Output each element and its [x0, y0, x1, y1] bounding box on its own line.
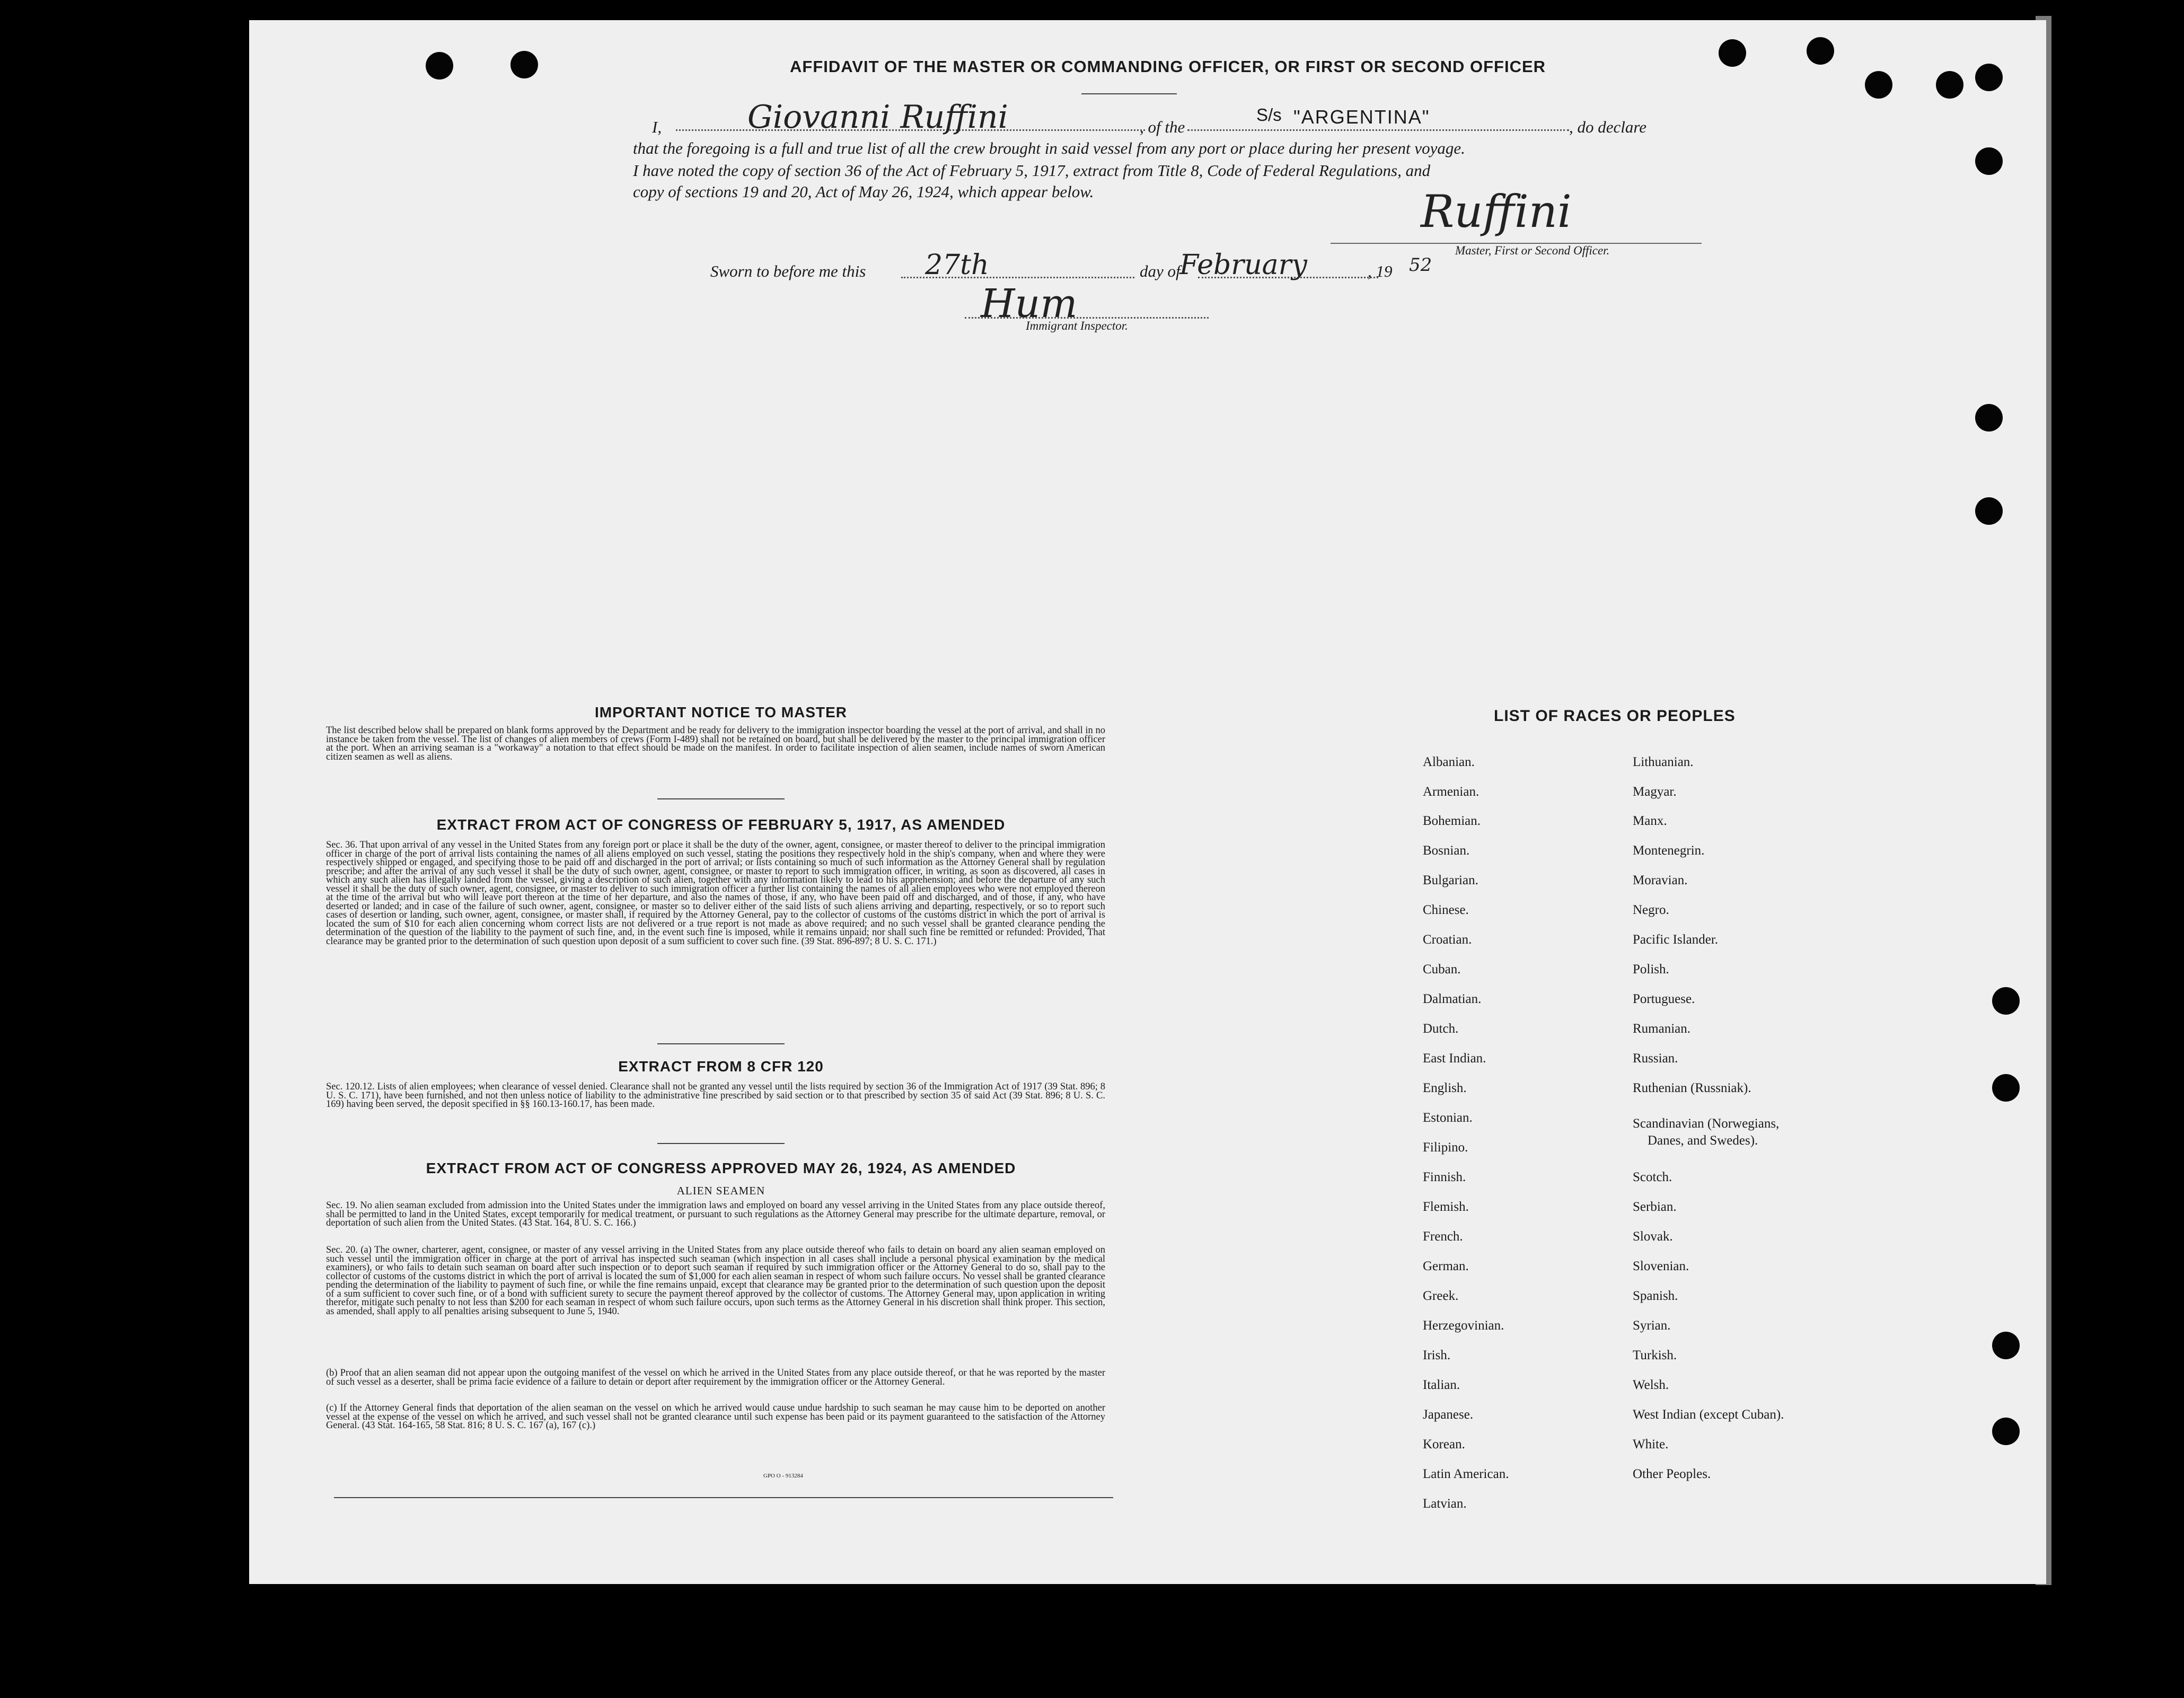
race-item: Pacific Islander. [1633, 932, 1719, 947]
affidavit-line-2: that the foregoing is a full and true list of all the crew brought in said vessel from any port or place during her present voyage. [633, 139, 1465, 157]
inspector-signature: Hum [981, 281, 1078, 327]
race-item: Welsh. [1633, 1378, 1669, 1392]
race-item: Bulgarian. [1423, 873, 1478, 887]
race-item: Croatian. [1423, 932, 1472, 947]
race-item: Japanese. [1423, 1407, 1474, 1422]
affidavit-title: AFFIDAVIT OF THE MASTER OR COMMANDING OFFICER, OR FIRST OR SECOND OFFICER [790, 57, 1546, 76]
race-item: Finnish. [1423, 1170, 1466, 1184]
sec-20b-text: (b) Proof that an alien seaman did not appear upon the outgoing manifest of the vessel on which he arrived in the United States from any place outside thereof, or that he was reported by the master of such vessel as a deserter, shall be prima facie evidence of a failure to detain or deport after requirement by the immigration officer or the Attorney General. [326, 1368, 1105, 1387]
vessel-prefix: S/s [1256, 105, 1282, 125]
notice-title: IMPORTANT NOTICE TO MASTER [594, 704, 848, 720]
bottom-rule [334, 1497, 1113, 1498]
punch-hole [1975, 147, 2003, 175]
section-rule [657, 1043, 785, 1044]
race-item: Negro. [1633, 903, 1669, 917]
punch-hole [510, 51, 538, 78]
punch-hole [1719, 39, 1746, 67]
punch-hole [1975, 64, 2003, 91]
document-page [249, 20, 2046, 1584]
punch-hole [1992, 1418, 2020, 1445]
punch-hole [1807, 37, 1834, 65]
race-item: Other Peoples. [1633, 1467, 1711, 1481]
sec-20a-text: Sec. 20. (a) The owner, charterer, agent, consignee, or master of any vessel arriving in the United States from any place outside thereof who fails to detain on board any alien seaman employed on such vessel until the immigration officer in charge at the port of arrival has inspected such seaman (which inspection in all cases shall include a personal physical examination by the medical examiners), or who fails to detain such seaman on board after such inspection or to deport such seaman if required by such immigration officer or the Attorney General to do so, shall pay to the collector of customs of the customs district in which the port of arrival is located the sum of $1,000 for each alien seaman in respect of whom such failure occurs. No vessel shall be granted clearance pending the determination of the liability to payment of such fine, or while the fine remains unpaid, except that clearance may be granted prior to the determination of such question upon the deposit of a sum sufficient to cover such fine, or of a bond with sufficient surety to secure the payment thereof approved by the collector of customs. The Attorney General may, upon application in writing therefor, mitigate such penalty to not less than $200 for each seaman in respect of whom such failure occurs, upon such terms as the Attorney General in his discretion shall think proper. This section, as amended, shall apply to all penalties arising subsequent to June 5, 1940. [326, 1245, 1105, 1317]
race-item: Russian. [1633, 1051, 1678, 1066]
day-of: day of [1140, 262, 1181, 280]
race-item: Bohemian. [1423, 814, 1481, 828]
race-item: Flemish. [1423, 1200, 1469, 1214]
race-item: Serbian. [1633, 1200, 1677, 1214]
signature-caption: Master, First or Second Officer. [1455, 244, 1610, 257]
affidavit-of-the: , of the [1140, 118, 1185, 136]
sworn-day-handwritten: 27th [925, 249, 989, 281]
master-signature: Ruffini [1421, 186, 1572, 237]
race-item: Estonian. [1423, 1111, 1473, 1125]
race-item: Ruthenian (Russniak). [1633, 1081, 1751, 1095]
section-rule [657, 1143, 785, 1144]
race-item: Spanish. [1633, 1289, 1678, 1303]
punch-hole [1975, 497, 2003, 525]
race-item: White. [1633, 1437, 1669, 1451]
vessel-field-line [1187, 129, 1569, 131]
punch-hole [1936, 71, 1963, 99]
extract-cfr-text: Sec. 120.12. Lists of alien employees; when clearance of vessel denied. Clearance shall not be granted any vessel until the lists required by section 36 of the Immigration Act of 1917 (39 Stat. 896; 8 U. S. C. 171), have been furnished, and not then unless notice of liability to the administrative fine prescribed by said section or to that prescribed by section 35 of said Act (39 Stat. 896; 8 U. S. C. 169) having been served, the deposit specified in §§ 160.13-160.17, has been made. [326, 1081, 1105, 1110]
race-item: Armenian. [1423, 785, 1480, 799]
race-item: Manx. [1633, 814, 1667, 828]
punch-hole [426, 52, 453, 80]
vessel-name: "ARGENTINA" [1293, 106, 1430, 128]
punch-hole [1992, 1074, 2020, 1102]
title-rule [1081, 93, 1177, 94]
race-item: Magyar. [1633, 785, 1677, 799]
race-item: Greek. [1423, 1289, 1459, 1303]
race-item: Irish. [1423, 1348, 1451, 1362]
race-item: Lithuanian. [1633, 755, 1694, 769]
race-item: Scandinavian (Norwegians, [1633, 1116, 1780, 1131]
race-item: Portuguese. [1633, 992, 1695, 1006]
inspector-caption: Immigrant Inspector. [1026, 319, 1128, 332]
race-item: Danes, and Swedes). [1648, 1133, 1758, 1148]
punch-hole [1865, 71, 1892, 99]
race-item: Latin American. [1423, 1467, 1509, 1481]
extract-1917-text: Sec. 36. That upon arrival of any vessel in the United States from any foreign port or place it shall be the duty of the owner, agent, consignee, or master thereof to deliver to the principal immigration officer in charge of the port of arrival lists containing the names of all aliens employed on such vessel, stating the positions they respectively hold in the ship's company, when and where they were respectively shipped or engaged, and specifying those to be paid off and discharged in the port of arrival; or lists containing so much of such information as the Attorney General shall by regulation prescribe; and after the arrival of any such vessel it shall be the duty of such owner, agent, consignee, or master to report to such immigration officer, in writing, as soon as discovered, all cases in which any such alien has illegally landed from the vessel, giving a description of such alien, together with any information likely to lead to his apprehension; and before the departure of any such vessel it shall be the duty of such owner, agent, consignee, or master to deliver to such immigration officer a further list containing the names of all alien employees who were not employed thereon at the time of the arrival but who will leave port thereon at the time of her departure, and also the names of those, if any, who have been paid off and discharged, and of those, if any, who have deserted or landed; and in case of the failure of such owner, agent, consignee, or master so to deliver either of the said lists of such aliens arriving and departing, respectively, or so to report such cases of desertion or landing, such owner, agent, consignee, or master shall, if required by the Attorney General, pay to the collector of customs of the customs district in which the port of arrival is located the sum of $10 for each alien concerning whom correct lists are not delivered or a true report is not made as above required; and no such vessel shall be granted clearance pending the determination of the question of the liability to the payment of such fine, and, in the event such fine is imposed, while it remains unpaid; nor shall such fine be remitted or refunded: Provided, That clearance may be granted prior to the determination of such question upon deposit of a sum sufficient to cover such fine. (39 Stat. 896-897; 8 U. S. C. 171.) [326, 840, 1105, 947]
extract-cfr-title: EXTRACT FROM 8 CFR 120 [618, 1058, 824, 1075]
race-item: Cuban. [1423, 962, 1461, 976]
affidavit-line-4: copy of sections 19 and 20, Act of May 26, 1924, which appear below. [633, 182, 1094, 201]
race-item: Moravian. [1633, 873, 1688, 887]
race-item: Albanian. [1423, 755, 1475, 769]
master-name-handwritten: Giovanni Ruffini [747, 99, 1008, 136]
race-item: West Indian (except Cuban). [1633, 1407, 1784, 1422]
sworn-prefix: Sworn to before me this [710, 262, 866, 280]
sec-20c-text: (c) If the Attorney General finds that deportation of the alien seaman on the vessel on which he arrived would cause undue hardship to such seaman he may cause him to be deported on another vessel at the expense of the vessel on which he arrived, and such vessel shall not be granted clearance until such expense has been paid or its payment guaranteed to the satisfaction of the Attorney General. (43 Stat. 164-165, 58 Stat. 816; 8 U. S. C. 167 (a), 167 (c).) [326, 1403, 1105, 1431]
punch-hole [1975, 404, 2003, 432]
race-item: East Indian. [1423, 1051, 1486, 1066]
race-item: Syrian. [1633, 1318, 1671, 1333]
section-rule [657, 798, 785, 799]
inspector-field-line [965, 317, 1209, 319]
race-item: Filipino. [1423, 1140, 1468, 1155]
race-item: Bosnian. [1423, 843, 1470, 858]
race-item: Slovenian. [1633, 1259, 1689, 1273]
notice-text: The list described below shall be prepared on blank forms approved by the Department and be ready for delivery to the immigration inspector boarding the vessel at the port of arrival, and shall in no instance be taken from the vessel. The list of changes of alien members of crews (Form I-489) shall not be retained on board, but shall be delivered by the master to the principal immigration officer at the port. When an arriving seaman is a "workaway" a notation to that effect should be made on the manifest. In order to facilitate inspection of alien seamen, include names of sworn American citizen seamen as well as aliens. [326, 725, 1105, 762]
sworn-month-handwritten: February [1179, 249, 1307, 281]
race-item: Slovak. [1633, 1229, 1673, 1244]
race-item: German. [1423, 1259, 1469, 1273]
race-item: Turkish. [1633, 1348, 1677, 1362]
race-item: Rumanian. [1633, 1022, 1691, 1036]
affidavit-i: I, [652, 118, 662, 136]
race-item: Italian. [1423, 1378, 1460, 1392]
year-prefix: , 19 [1368, 262, 1393, 280]
race-item: Latvian. [1423, 1497, 1467, 1511]
affidavit-line-3: I have noted the copy of section 36 of the Act of February 5, 1917, extract from Title 8, Code of Federal Regulations, and [633, 161, 1431, 180]
sec-19-text: Sec. 19. No alien seaman excluded from admission into the United States under the immigration laws and employed on board any vessel arriving in the United States from any place outside thereof, shall be permitted to land in the United States, except temporarily for medical treatment, or pursuant to such regulations as the Attorney General may prescribe for the ultimate departure, removal, or deportation of such alien from the United States. (43 Stat. 164, 8 U. S. C. 166.) [326, 1200, 1105, 1228]
race-item: Chinese. [1423, 903, 1469, 917]
race-item: Dalmatian. [1423, 992, 1482, 1006]
alien-seamen-subtitle: ALIEN SEAMEN [676, 1184, 765, 1197]
race-item: Polish. [1633, 962, 1669, 976]
print-code: GPO O - 913284 [763, 1473, 803, 1479]
punch-hole [1992, 1332, 2020, 1359]
extract-1917-title: EXTRACT FROM ACT OF CONGRESS OF FEBRUARY 5, 1917, AS AMENDED [436, 816, 1006, 833]
punch-hole [1992, 987, 2020, 1015]
races-title: LIST OF RACES OR PEOPLES [1494, 707, 1736, 725]
race-item: Dutch. [1423, 1022, 1459, 1036]
race-item: Korean. [1423, 1437, 1465, 1451]
affidavit-declare: , do declare [1569, 118, 1647, 136]
extract-1924-title: EXTRACT FROM ACT OF CONGRESS APPROVED MAY 26, 1924, AS AMENDED [426, 1160, 1016, 1176]
year-suffix-handwritten: 52 [1409, 254, 1432, 276]
race-item: Montenegrin. [1633, 843, 1705, 858]
race-item: Scotch. [1633, 1170, 1672, 1184]
race-item: Herzegovinian. [1423, 1318, 1504, 1333]
race-item: English. [1423, 1081, 1467, 1095]
race-item: French. [1423, 1229, 1463, 1244]
